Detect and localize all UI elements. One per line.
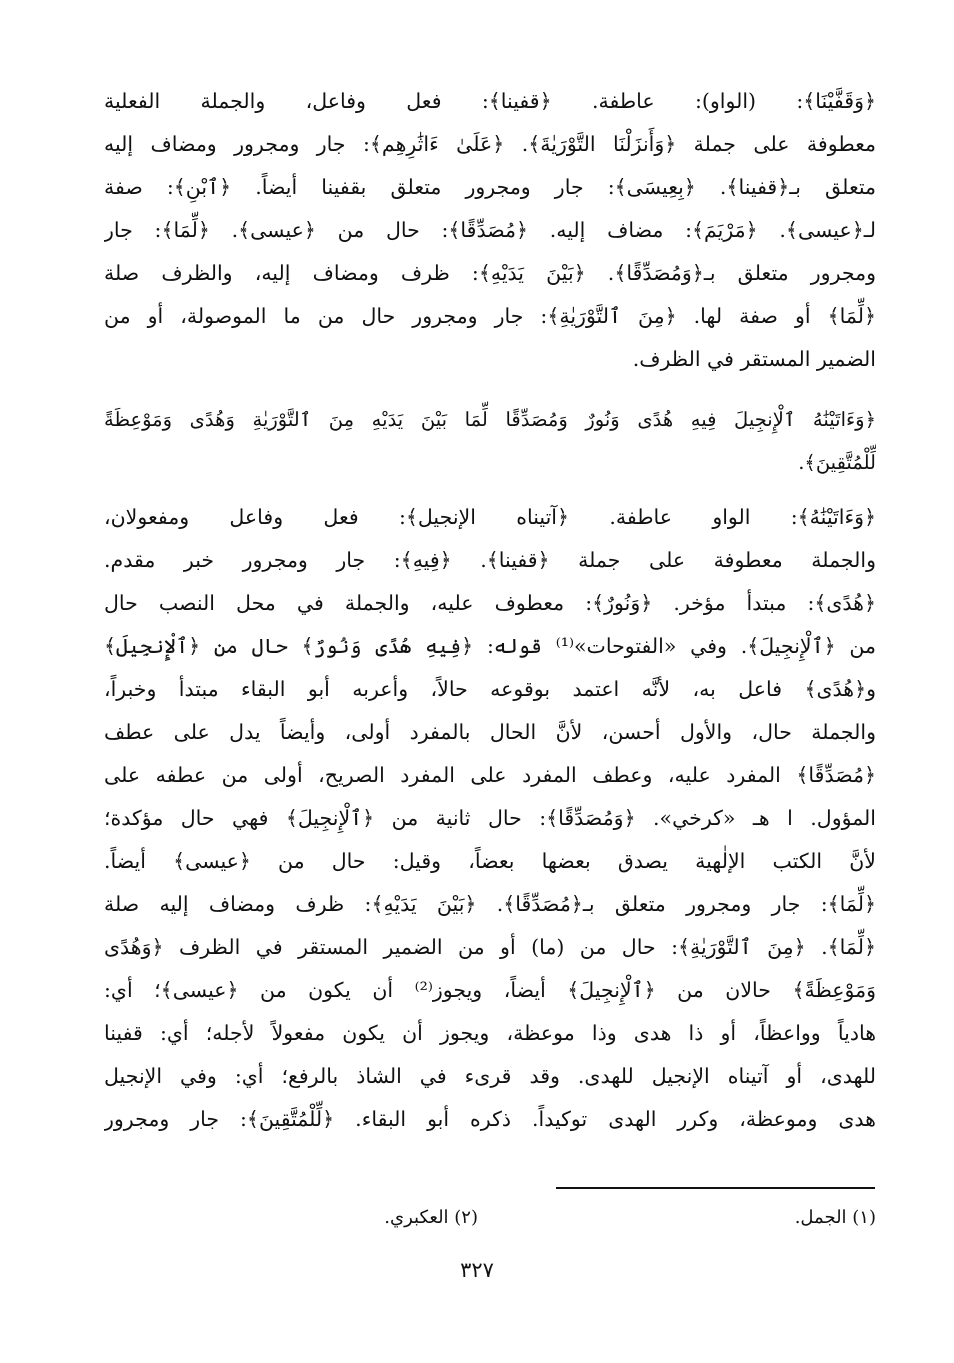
text-line: ﴿لِّمَا﴾: جار ومجرور متعلق بـ﴿مُصَدِّقًا﴾. ﴿بَيْنَ يَدَيْهِ﴾: ظرف ومضاف إليه صلة [104,892,876,916]
text-line: ﴿مُصَدِّقًا﴾ المفرد عليه، وعطف المفرد على المفرد الصريح، أولى من عطفه على [104,763,876,787]
page-number: ٣٢٧ [460,1258,494,1282]
text-line: المؤول. ا هـ «كرخي». ﴿وَمُصَدِّقًا﴾: حال ثانية من ﴿ٱلْإِنجِيلَ﴾ فهي حال مؤكدة؛ [104,806,876,830]
paragraph-commentary-1 [104,80,876,381]
text-line: ﴿لِّمَا﴾. ﴿مِنَ ٱلتَّوْرَيٰةِ﴾: حال من (ما) أو من الضمير المستقر في الظرف ﴿وَهُدًى [104,935,876,959]
text-line: هادياً وواعظاً، أو ذا هدى وذا موعظة، ويجوز أن يكون مفعولاً لأجله؛ أي: قفينا [104,1021,876,1045]
footnote-1: (١) الجمل. [794,1207,876,1228]
text-line: هدى وموعظة، وكرر الهدى توكيداً. ذكره أبو البقاء. ﴿لِّلْمُتَّقِينَ﴾: جار ومجرور [104,1107,876,1131]
footnote-divider [556,1187,875,1189]
quran-verse [104,398,876,484]
text-line: من ﴿ٱلْإِنجِيلَ﴾. وفي «الفتوحات»⁽¹⁾ قوله: ﴿فِيهِ هُدًى وَنُورٌ﴾ حال من ﴿ٱلْإِنجِيلَ﴾ [104,634,876,658]
text-line: والجملة حال، والأول أحسن، لأنَّ الحال بالمفرد أولى، وأيضاً يدل على عطف [104,720,876,744]
text-line: وَمَوْعِظَةً﴾ حالان من ﴿ٱلْإِنجِيلَ﴾ أيضاً، ويجوز⁽²⁾ أن يكون من ﴿عيسى﴾؛ أي: [104,978,876,1002]
text-line: لأنَّ الكتب الإلٰهية يصدق بعضها بعضاً، وقيل: حال من ﴿عيسى﴾ أيضاً. [104,849,876,873]
text-line: ﴿هُدًى﴾: مبتدأ مؤخر. ﴿وَنُورٌ﴾: معطوف عليه، والجملة في محل النصب حال [104,591,876,615]
text-line: معطوفة على جملة ﴿وَأَنزَلْنَا التَّوْرَيٰةَ﴾. ﴿عَلَىٰ ءَاثَٰرِهِم﴾: جار ومجرور ومضاف إليه [104,132,876,156]
text-line: ﴿وَءَاتَيْنَٰهُ﴾: الواو عاطفة. ﴿آتيناه الإنجيل﴾: فعل وفاعل ومفعولان، [104,505,876,529]
text-line: لـ﴿عيسى﴾. ﴿مَرْيَمَ﴾: مضاف إليه. ﴿مُصَدِّقًا﴾: حال من ﴿عيسى﴾. ﴿لِّمَا﴾: جار [104,218,876,242]
verse-line: لِّلْمُتَّقِينَ﴾. [798,451,876,474]
text-line: للهدى، أو آتيناه الإنجيل للهدى. وقد قرىء في الشاذ بالرفع؛ أي: وفي الإنجيل [104,1064,876,1088]
text-line: و﴿هُدًى﴾ فاعل به، لأنَّه اعتمد بوقوعه حالاً، وأعربه أبو البقاء مبتدأ وخبراً، [104,677,876,701]
footnotes [104,1200,876,1236]
text-line: ﴿وَقَفَّيْنَا﴾: (الواو): عاطفة. ﴿قفينا﴾: فعل وفاعل، والجملة الفعلية [104,89,876,113]
text-line: متعلق بـ﴿قفينا﴾. ﴿بِعِيسَى﴾: جار ومجرور متعلق بقفينا أيضاً. ﴿ٱبْنِ﴾: صفة [104,175,876,199]
text-line: ومجرور متعلق بـ﴿وَمُصَدِّقًا﴾. ﴿بَيْنَ يَدَيْهِ﴾: ظرف ومضاف إليه، والظرف صلة [104,261,876,285]
text-line: ﴿لِّمَا﴾ أو صفة لها. ﴿مِنَ ٱلتَّوْرَيٰةِ﴾: جار ومجرور حال من ما الموصولة، أو من [104,304,876,328]
verse-line: ﴿وَءَاتَيْنَٰهُ ٱلْإِنجِيلَ فِيهِ هُدًى وَنُورٌ وَمُصَدِّقًا لِّمَا بَيْنَ يَدَيْهِ مِنَ ٱلتَّوْرَيٰةِ وَهُدًى وَمَوْعِظَةً [104,408,876,431]
paragraph-commentary-2 [104,496,876,1141]
text-line: والجملة معطوفة على جملة ﴿قفينا﴾. ﴿فِيهِ﴾: جار ومجرور خبر مقدم. [104,548,876,572]
text-line: الضمير المستقر في الظرف. [632,347,876,371]
footnote-2: (٢) العكبري. [384,1207,478,1228]
